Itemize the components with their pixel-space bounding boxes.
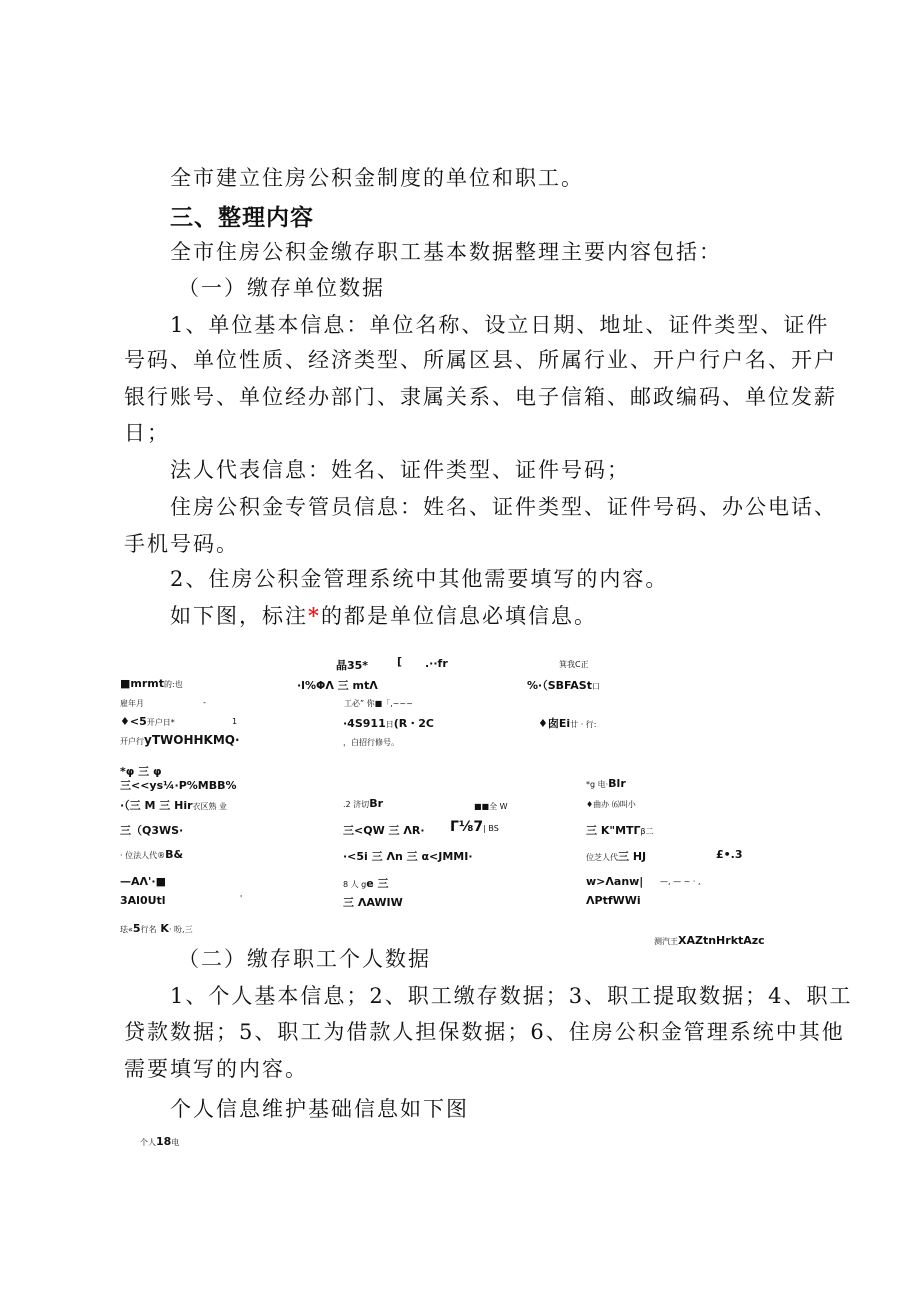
- paragraph-line: 2、住房公积金管理系统中其他需要填写的内容。: [170, 567, 669, 591]
- form-text: 8 人 ge 三: [343, 877, 389, 890]
- section-intro: 全市住房公积金缴存职工基本数据整理主要内容包括：: [170, 240, 722, 264]
- form-text: ，白招行修号。: [343, 738, 399, 747]
- form-text: .··fr: [425, 657, 448, 670]
- form-text: 开户行yTWOHHKMQ·: [120, 733, 240, 747]
- form-text: ·<5i 三 Λn 三 α<JMMI·: [343, 850, 473, 863]
- form-text: Γ⅛7| BS: [450, 819, 499, 835]
- form-text: .2 济切Br: [343, 797, 383, 810]
- intro-line: 全市建立住房公积金制度的单位和职工。: [170, 166, 584, 190]
- form-text: ·4S911日(R・2C: [343, 717, 434, 730]
- section-heading: 三、整理内容: [170, 205, 314, 231]
- form-text: *g 电·Blr: [586, 777, 626, 790]
- form-text: 测汽王XAZtnHrktAzc: [654, 934, 765, 947]
- form-text: 晶35*: [336, 659, 369, 672]
- form-text: ΛPtfWWi: [586, 894, 641, 907]
- form-text: 三<QW 三 ΛR·: [343, 824, 425, 837]
- figure-caption: 个人18电: [140, 1135, 180, 1148]
- personal-info-note: 个人信息维护基础信息如下图: [170, 1097, 469, 1121]
- subsection-title-individuals: （二）缴存职工个人数据: [178, 947, 431, 971]
- subsection-title-units: （一）缴存单位数据: [178, 276, 385, 300]
- form-text: *φ 三 φ: [120, 765, 162, 778]
- form-text: 3Al0Utl: [120, 894, 166, 907]
- form-text: ': [240, 894, 243, 903]
- form-text: 三 ΛAWIW: [343, 896, 403, 909]
- form-text: -: [203, 698, 206, 707]
- form-text: · 位法人代®B&: [120, 848, 184, 861]
- form-text: 三 K"MTΓβ二: [586, 824, 654, 837]
- paragraph-line: 号码、单位性质、经济类型、所属区县、所属行业、开户行户名、开户: [124, 348, 837, 372]
- form-text: 箕我C正: [559, 660, 589, 669]
- paragraph-line: 手机号码。: [124, 532, 239, 556]
- form-text: £•.3: [716, 848, 743, 861]
- form-text: 三<<ys¼·P%MBB%: [120, 779, 237, 792]
- form-text: —, — ~ · ,: [660, 877, 701, 886]
- form-text: ·l%ΦΛ 三 mtΛ: [297, 679, 378, 692]
- form-text: ♦<5开户日*: [120, 715, 175, 728]
- form-text: w>Λanw|: [586, 875, 644, 888]
- form-text: 三（Q3WS·: [120, 824, 184, 837]
- form-text: ■mrmt的:也: [120, 677, 183, 690]
- paragraph-line: 日；: [124, 421, 170, 445]
- form-text: —AΛ'·■: [120, 875, 166, 888]
- legal-rep-info: 法人代表信息：姓名、证件类型、证件号码；: [170, 458, 630, 482]
- form-text: [: [397, 655, 403, 668]
- form-text: ♦囱Ei廿 · 行:: [538, 717, 597, 730]
- form-text: 珐«5行名 K· 吩,三: [120, 922, 193, 935]
- form-text: 1: [232, 717, 238, 726]
- required-asterisk: *: [308, 603, 321, 628]
- form-text: ♦曲办 ⑹叫小: [586, 800, 636, 809]
- form-text: 位芝人代三 HJ: [586, 850, 647, 863]
- paragraph-line: 需要填写的内容。: [124, 1057, 308, 1081]
- form-text: 雇年月: [120, 699, 144, 708]
- paragraph-line: 住房公积金专管员信息：姓名、证件类型、证件号码、办公电话、: [170, 495, 837, 519]
- required-note: 如下图，标注*的都是单位信息必填信息。: [170, 603, 597, 628]
- paragraph-line: 银行账号、单位经办部门、隶属关系、电子信箱、邮政编码、单位发薪: [124, 385, 837, 409]
- form-text: %·（SBFASt口: [527, 679, 600, 692]
- form-text: ■■全 W: [474, 802, 508, 811]
- form-text: ·（三 M 三 Hir衣区熟 业: [120, 799, 228, 812]
- paragraph-line: 贷款数据；5、职工为借款人担保数据；6、住房公积金管理系统中其他: [124, 1020, 845, 1044]
- paragraph-line: 1、个人基本信息；2、职工缴存数据；3、职工提取数据；4、职工: [170, 984, 853, 1008]
- form-text: 工必” 你■「,~~~: [344, 699, 413, 708]
- paragraph-line: 1、单位基本信息：单位名称、设立日期、地址、证件类型、证件: [170, 313, 830, 337]
